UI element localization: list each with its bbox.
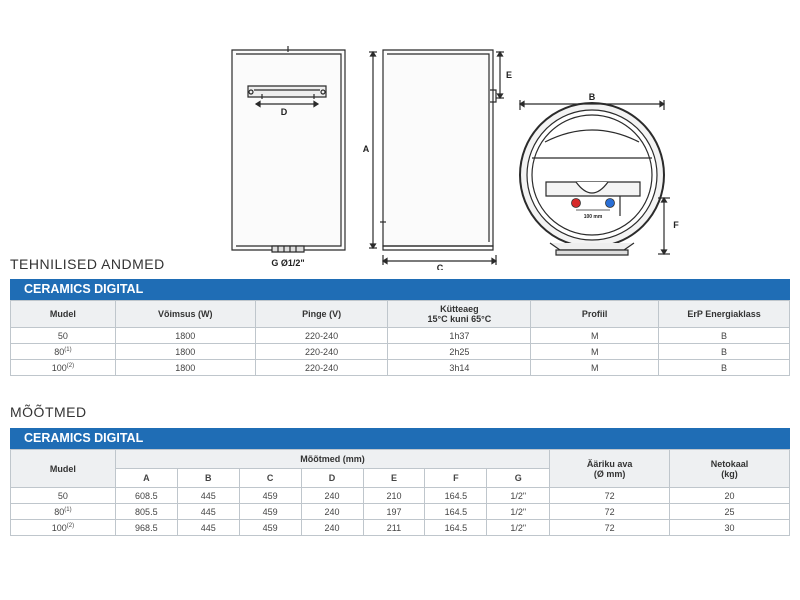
- tech-header-heating-line2: 15°C kuni 65°C: [427, 314, 492, 324]
- dim-label-d: D: [280, 107, 288, 117]
- dims-cell: 445: [177, 504, 239, 520]
- pipe-spacing-label: 100 mm: [583, 214, 603, 220]
- tech-header-row: [11, 301, 790, 328]
- tech-header-heating-line1: Kütteaeg: [440, 304, 479, 314]
- dim-label-f: F: [673, 220, 679, 230]
- dims-cell: 459: [239, 504, 301, 520]
- dims-cell: 30: [670, 520, 790, 536]
- dims-cell: 197: [363, 504, 425, 520]
- dims-header-flange-line1: Ääriku ava: [586, 458, 633, 469]
- hot-pipe-icon: [572, 199, 581, 208]
- dims-cell-model: 100$^{(2)}$: [11, 520, 116, 536]
- dims-cell: 459: [239, 488, 301, 504]
- dims-cell: 1/2": [487, 520, 550, 536]
- table-row: [11, 488, 790, 504]
- tech-cell: 1800: [115, 328, 255, 344]
- dims-header-flange: [550, 450, 670, 488]
- tech-cell: M: [531, 328, 659, 344]
- dims-header-group: Mõõtmed (mm): [115, 450, 549, 469]
- tech-cell-model: 100$^{(2)}$: [11, 360, 116, 376]
- dims-cell: 164.5: [425, 488, 487, 504]
- tech-header-voltage: Pinge (V): [255, 301, 388, 328]
- tech-header-power: Võimsus (W): [115, 301, 255, 328]
- dims-cell: 1/2": [487, 488, 550, 504]
- dims-cell: 210: [363, 488, 425, 504]
- tech-cell: 220-240: [255, 360, 388, 376]
- dims-cell-model: 50: [11, 488, 116, 504]
- tech-cell: M: [531, 344, 659, 360]
- tech-cell: B: [659, 360, 790, 376]
- table-row: [11, 328, 790, 344]
- dims-cell: 968.5: [115, 520, 177, 536]
- tech-cell: 1h37: [388, 328, 531, 344]
- tech-cell: B: [659, 328, 790, 344]
- dims-cell: 240: [301, 520, 363, 536]
- tech-band-title: CERAMICS DIGITAL: [10, 279, 790, 300]
- table-row: [11, 344, 790, 360]
- dims-cell: 608.5: [115, 488, 177, 504]
- dims-header-weight-line1: Netokaal: [710, 458, 749, 469]
- dims-cell: 1/2": [487, 504, 550, 520]
- side-view-drawing: [369, 50, 504, 265]
- dims-cell: 25: [670, 504, 790, 520]
- dims-header-letter: C: [239, 469, 301, 488]
- tech-cell-model: 50: [11, 328, 116, 344]
- table-row: [11, 520, 790, 536]
- tech-cell-model: 80$^{(1)}$: [11, 344, 116, 360]
- tech-section-title: TEHNILISED ANDMED: [10, 256, 165, 272]
- tech-cell: 220-240: [255, 344, 388, 360]
- tech-cell: B: [659, 344, 790, 360]
- dims-header-weight-line2: (kg): [721, 468, 738, 479]
- tech-cell: 220-240: [255, 328, 388, 344]
- dims-header-letter: D: [301, 469, 363, 488]
- dims-cell-model: 80$^{(1)}$: [11, 504, 116, 520]
- dims-cell: 72: [550, 520, 670, 536]
- dims-section-title: MÕÕTMED: [10, 404, 87, 420]
- dims-cell: 240: [301, 504, 363, 520]
- dims-cell: 20: [670, 488, 790, 504]
- dim-label-e: E: [505, 70, 513, 80]
- dims-cell: 445: [177, 488, 239, 504]
- dims-cell: 72: [550, 504, 670, 520]
- dim-label-g: G Ø1/2": [271, 258, 305, 268]
- back-view-drawing: [232, 46, 345, 252]
- dims-table: [10, 449, 790, 536]
- dims-cell: 240: [301, 488, 363, 504]
- round-view-drawing: [520, 100, 670, 255]
- dims-header-letter: E: [363, 469, 425, 488]
- dims-cell: 72: [550, 488, 670, 504]
- dim-label-a: A: [362, 144, 370, 154]
- dims-band-title: CERAMICS DIGITAL: [10, 428, 790, 449]
- tech-cell: 1800: [115, 360, 255, 376]
- tech-cell: M: [531, 360, 659, 376]
- cold-pipe-icon: [606, 199, 615, 208]
- table-row: [11, 360, 790, 376]
- dims-header-letter: A: [115, 469, 177, 488]
- dim-label-c: C: [436, 263, 444, 270]
- dims-cell: 445: [177, 520, 239, 536]
- tech-header-model: Mudel: [11, 301, 116, 328]
- dims-header-row: [11, 450, 790, 469]
- dims-cell: 164.5: [425, 504, 487, 520]
- tech-header-heating-time: [388, 301, 531, 328]
- technical-drawings: [0, 0, 800, 270]
- tech-header-erp: ErP Energiaklass: [659, 301, 790, 328]
- tech-header-profile: Profiil: [531, 301, 659, 328]
- table-row: [11, 504, 790, 520]
- dims-header-letter: B: [177, 469, 239, 488]
- dims-header-letter: F: [425, 469, 487, 488]
- dim-label-b: B: [588, 92, 596, 102]
- dims-header-model: Mudel: [11, 450, 116, 488]
- dims-header-weight: [670, 450, 790, 488]
- dims-cell: 211: [363, 520, 425, 536]
- dims-header-flange-line2: (Ø mm): [593, 468, 626, 479]
- tech-table: [10, 300, 790, 376]
- dims-cell: 459: [239, 520, 301, 536]
- tech-cell: 3h14: [388, 360, 531, 376]
- tech-cell: 1800: [115, 344, 255, 360]
- tech-cell: 2h25: [388, 344, 531, 360]
- dims-cell: 805.5: [115, 504, 177, 520]
- dims-cell: 164.5: [425, 520, 487, 536]
- dims-header-letter: G: [487, 469, 550, 488]
